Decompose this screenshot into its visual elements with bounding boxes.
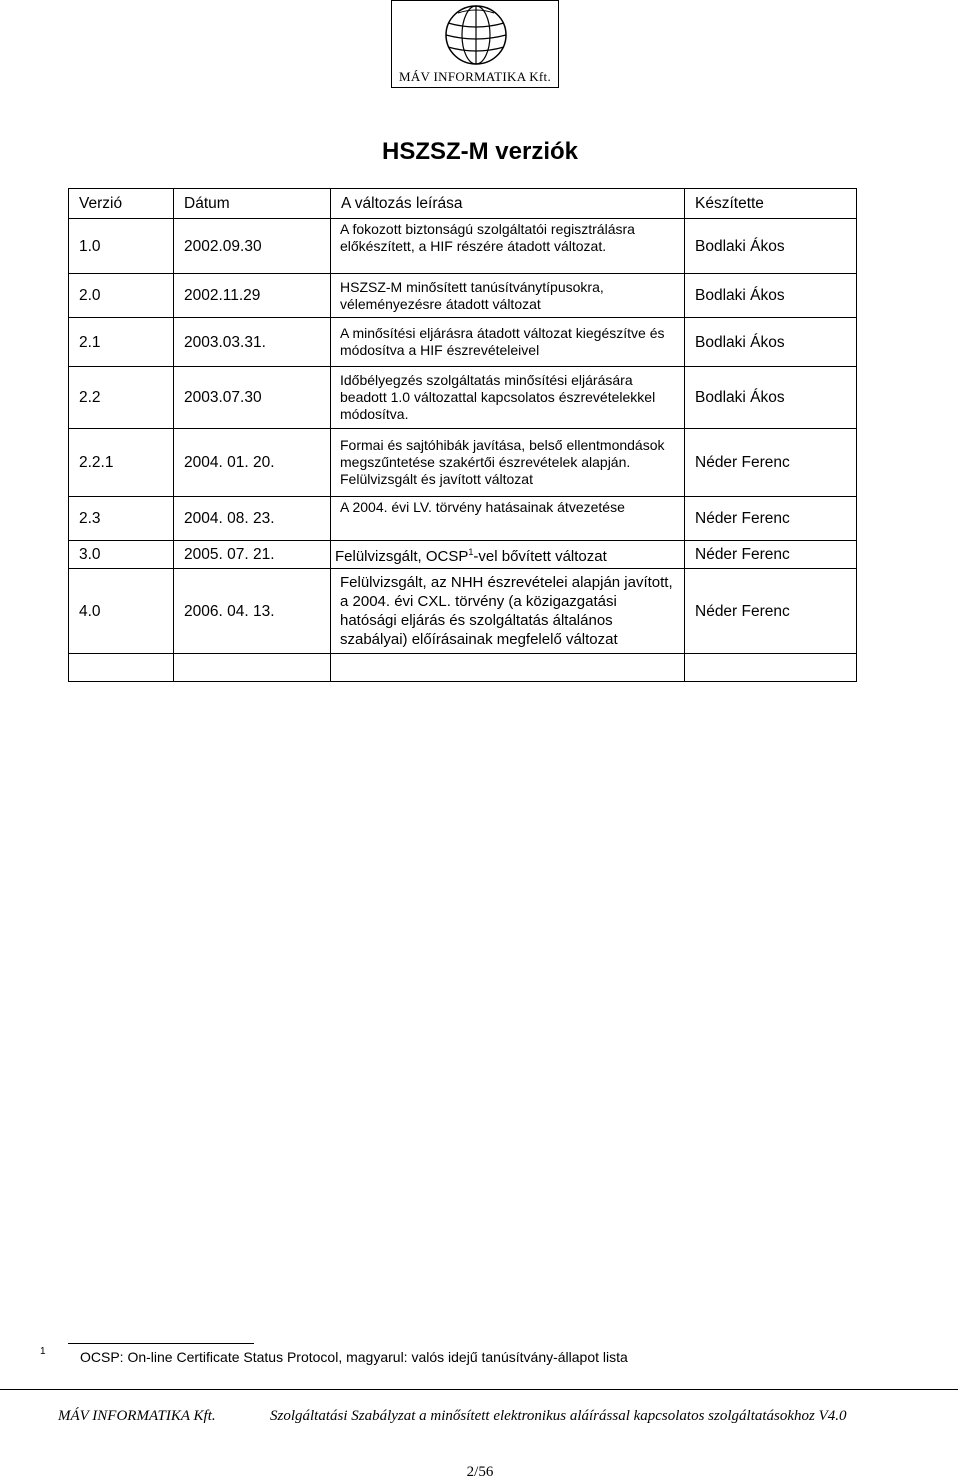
description-cell: A minősítési eljárásra átadott változat kiegészítve és módosítva a HIF észrevételeivel	[331, 318, 685, 367]
author-cell: Néder Ferenc	[685, 569, 857, 654]
version-cell: 3.0	[69, 541, 174, 569]
footnote-separator	[68, 1343, 254, 1344]
date-cell: 2005. 07. 21.	[174, 541, 331, 569]
table-row	[69, 497, 857, 541]
date-cell: 2004. 08. 23.	[174, 497, 331, 541]
page-number: 2/56	[466, 1464, 494, 1480]
description-cell: A fokozott biztonságú szolgáltatói regisztrálásra előkészített, a HIF részére átadott változat.	[331, 219, 685, 274]
version-cell: 2.2	[69, 367, 174, 429]
description-text: Felülvizsgált, OCSP	[335, 548, 469, 565]
description-cell: A 2004. évi LV. törvény hatásainak átvezetése	[331, 497, 685, 541]
footnote-ref: 1	[468, 547, 474, 557]
description-cell	[331, 541, 685, 569]
footer-company: MÁV INFORMATIKA Kft.	[58, 1408, 216, 1424]
logo-text: MÁV INFORMATIKA Kft.	[398, 69, 552, 84]
table-row	[69, 429, 857, 497]
author-cell: Bodlaki Ákos	[685, 318, 857, 367]
page-title: HSZSZ-M verziók	[381, 138, 579, 165]
description-cell: HSZSZ-M minősített tanúsítványtípusokra, véleményezésre átadott változat	[331, 274, 685, 318]
globe-icon	[436, 3, 516, 67]
column-header-description: A változás leírása	[331, 189, 685, 219]
version-table	[68, 188, 857, 682]
description-cell: Formai és sajtóhibák javítása, belső ellentmondások megszűntetése szakértői észrevételek alapján. Felülvizsgált és javított változat	[331, 429, 685, 497]
description-cell: Felülvizsgált, az NHH észrevételei alapján javított, a 2004. évi CXL. törvény (a közigazgatási hatósági eljárás és szolgáltatás általános szabályai) előírásainak megfelelő változat	[331, 569, 685, 654]
company-logo	[391, 0, 559, 88]
author-cell: Bodlaki Ákos	[685, 274, 857, 318]
version-cell: 2.2.1	[69, 429, 174, 497]
column-header-date: Dátum	[174, 189, 331, 219]
version-cell: 1.0	[69, 219, 174, 274]
author-cell: Bodlaki Ákos	[685, 219, 857, 274]
footer-document-title: Szolgáltatási Szabályzat a minősített elektronikus aláírással kapcsolatos szolgáltatásokhoz V4.0	[270, 1408, 847, 1424]
table-row	[69, 274, 857, 318]
version-cell: 2.3	[69, 497, 174, 541]
empty-cell	[331, 654, 685, 682]
table-row	[69, 541, 857, 569]
author-cell: Néder Ferenc	[685, 541, 857, 569]
date-cell: 2006. 04. 13.	[174, 569, 331, 654]
description-text-rest: -vel bővített változat	[473, 548, 607, 565]
description-cell: Időbélyegzés szolgáltatás minősítési eljárására beadott 1.0 változattal kapcsolatos észrevételekkel módosítva.	[331, 367, 685, 429]
table-row	[69, 367, 857, 429]
date-cell: 2003.03.31.	[174, 318, 331, 367]
date-cell: 2002.11.29	[174, 274, 331, 318]
column-header-author: Készítette	[685, 189, 857, 219]
column-header-version: Verzió	[69, 189, 174, 219]
table-row-empty	[69, 654, 857, 682]
date-cell: 2002.09.30	[174, 219, 331, 274]
empty-cell	[69, 654, 174, 682]
empty-cell	[174, 654, 331, 682]
footnote-mark: 1	[40, 1346, 46, 1357]
table-row	[69, 569, 857, 654]
table-row	[69, 219, 857, 274]
date-cell: 2004. 01. 20.	[174, 429, 331, 497]
table-header-row	[69, 189, 857, 219]
date-cell: 2003.07.30	[174, 367, 331, 429]
author-cell: Néder Ferenc	[685, 429, 857, 497]
footer-separator	[0, 1389, 958, 1390]
version-cell: 2.0	[69, 274, 174, 318]
version-cell: 2.1	[69, 318, 174, 367]
empty-cell	[685, 654, 857, 682]
version-cell: 4.0	[69, 569, 174, 654]
footnote-text: OCSP: On-line Certificate Status Protocol, magyarul: valós idejű tanúsítvány-állapot lista	[80, 1349, 628, 1365]
table-row	[69, 318, 857, 367]
author-cell: Néder Ferenc	[685, 497, 857, 541]
author-cell: Bodlaki Ákos	[685, 367, 857, 429]
